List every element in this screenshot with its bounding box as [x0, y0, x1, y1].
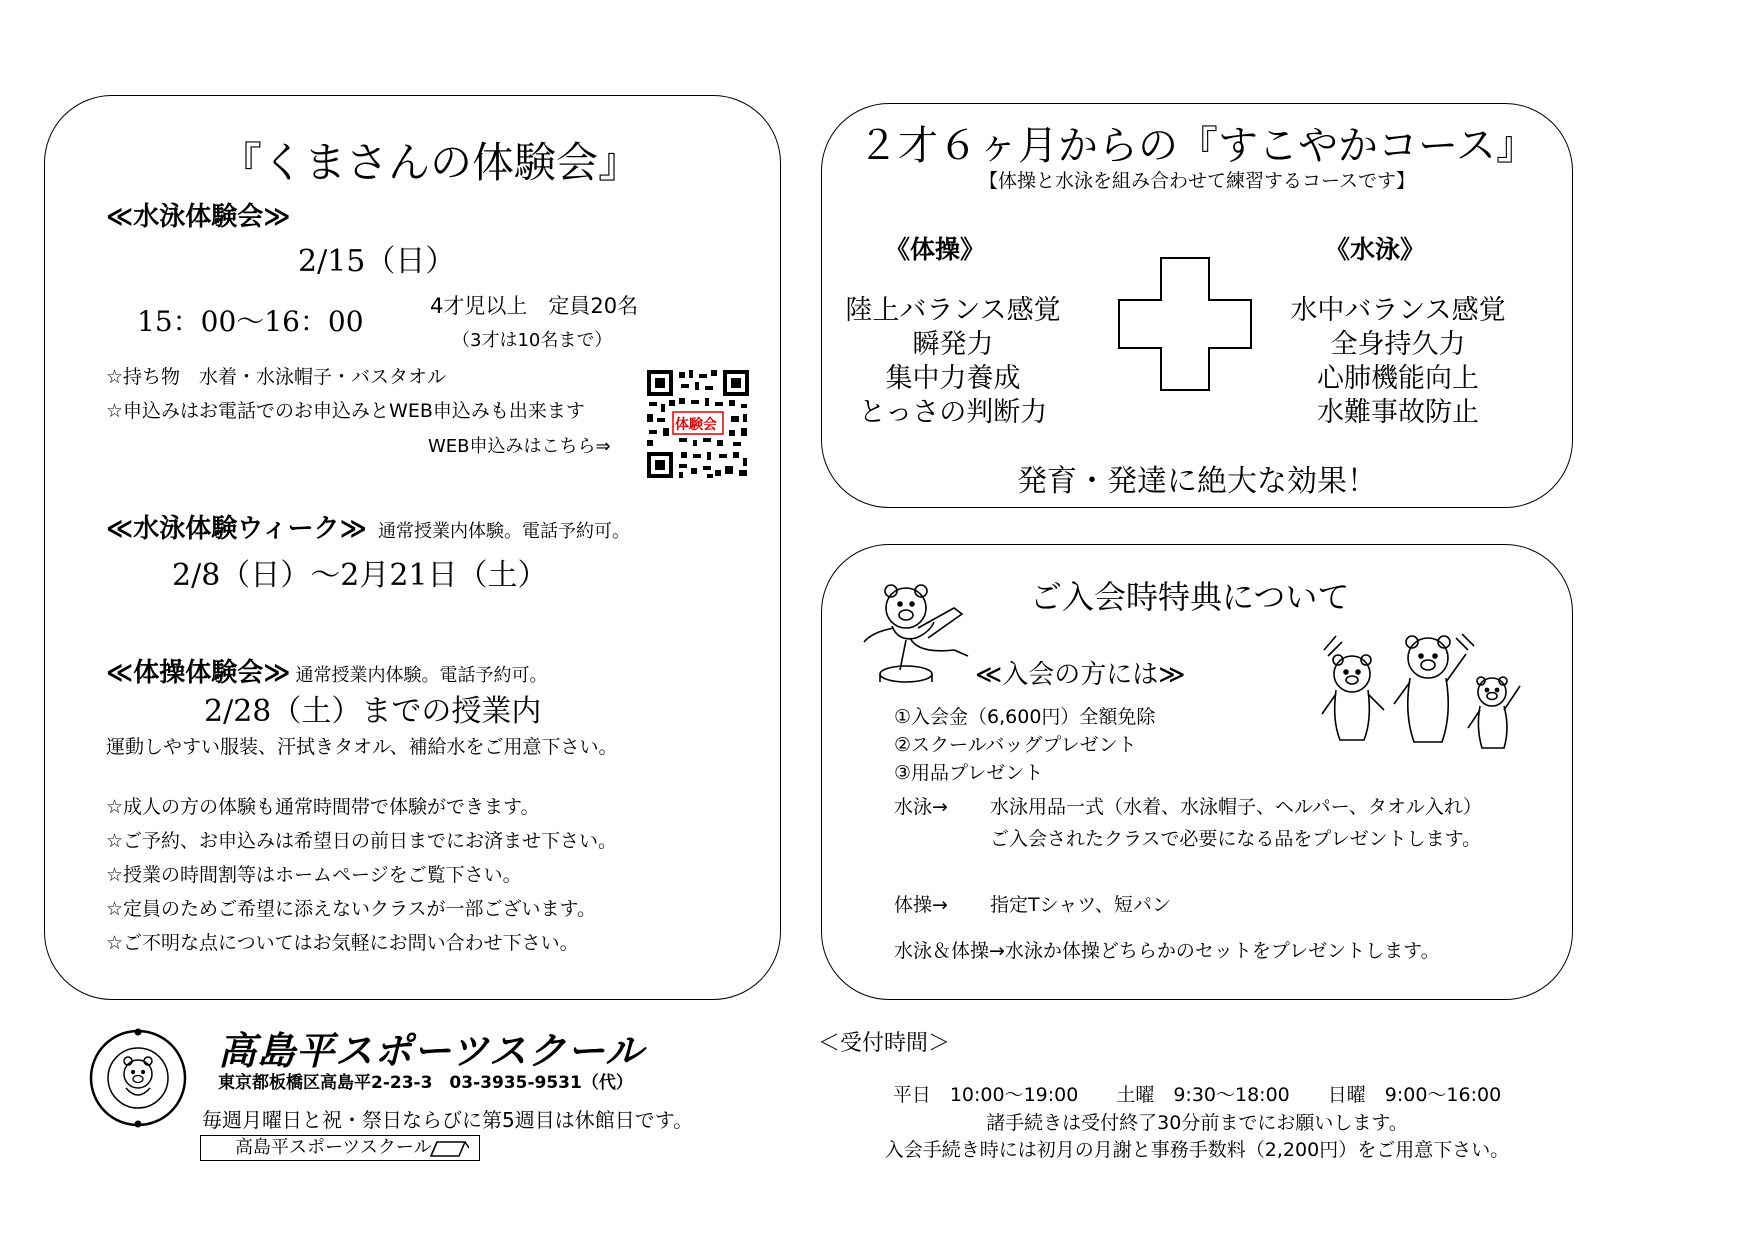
gym-item-3: 集中力養成 — [885, 363, 1021, 394]
note-5: ☆ご不明な点についてはお気軽にお問い合わせ下さい。 — [106, 932, 579, 954]
logo-text — [88, 1028, 89, 1029]
gym-heading: 《体操》 — [885, 235, 986, 264]
school-search-button[interactable] — [200, 1135, 480, 1161]
reception-fee-note: 入会手続き時には初月の月謝と事務手数料（2,200円）をご用意下さい。 — [884, 1139, 1510, 1161]
note-3: ☆授業の時間割等はホームページをご覧下さい。 — [106, 864, 522, 886]
closed-days: 毎週月曜日と祝・祭日ならびに第5週目は休館日です。 — [202, 1108, 694, 1132]
swim-trial-apply: ☆申込みはお電話でのお申込みとWEB申込みも出来ます — [106, 400, 585, 422]
course-subtitle: 【体操と水泳を組み合わせて練習するコースです】 — [978, 170, 1416, 192]
gym-item-2: 瞬発力 — [912, 329, 994, 360]
gym-trial-heading: ≪体操体験会≫ — [106, 658, 291, 688]
note-2: ☆ご予約、お申込みは希望日の前日までにお済ませ下さい。 — [106, 830, 618, 852]
benefit-swim-detail-2: ご入会されたクラスで必要になる品をプレゼントします。 — [990, 828, 1482, 850]
benefit-swim-label: 水泳→ — [894, 796, 948, 818]
reception-hours: 平日 10:00～19:00 土曜 9:30～18:00 日曜 9:00～16:00 — [892, 1084, 1502, 1106]
gym-trial-bring: 運動しやすい服装、汗拭きタオル、補給水をご用意下さい。 — [106, 736, 618, 758]
swim-item-1: 水中バランス感覚 — [1290, 295, 1506, 326]
benefit-gym-label: 体操→ — [894, 894, 948, 916]
swim-trial-items: ☆持ち物 水着・水泳帽子・バスタオル — [106, 366, 447, 388]
school-address: 東京都板橋区高島平2-23-3 03-3935-9531（代） — [218, 1073, 633, 1093]
course-title: ２才６ヶ月からの『すこやかコース』 — [858, 123, 1536, 169]
swim-trial-heading: ≪水泳体験会≫ — [106, 202, 291, 232]
swim-week-heading: ≪水泳体験ウィーク≫ — [106, 514, 367, 544]
note-4: ☆定員のためご希望に添えないクラスが一部ございます。 — [106, 898, 596, 920]
school-logo — [88, 1028, 188, 1132]
swim-week-row — [106, 508, 630, 545]
trial-title: 『くまさんの体験会』 — [220, 138, 641, 187]
benefits-title: ご入会時特典について — [1030, 578, 1350, 616]
school-name: 高島平スポーツスクール — [218, 1029, 644, 1073]
plus-icon — [1117, 256, 1253, 396]
reception-heading: ＜受付時間＞ — [818, 1031, 951, 1056]
reception-procedure: 諸手続きは受付終了30分前までにお願いします。 — [986, 1112, 1408, 1134]
swim-week-note: 通常授業内体験。電話予約可。 — [377, 521, 630, 542]
swim-heading: 《水泳》 — [1325, 235, 1426, 264]
qr-label: 体験会 — [675, 417, 717, 433]
benefit-gym-detail: 指定Tシャツ、短パン — [990, 894, 1171, 916]
qr-code[interactable] — [645, 368, 751, 480]
gym-item-1: 陸上バランス感覚 — [845, 295, 1061, 326]
gym-item-4: とっさの判断力 — [858, 397, 1048, 428]
swim-trial-date: 2/15（日） — [298, 244, 456, 279]
benefit-swim-detail-1: 水泳用品一式（水着、水泳帽子、ヘルパー、タオル入れ） — [990, 796, 1482, 818]
swim-trial-time: 15：00～16：00 — [137, 305, 364, 338]
web-apply-link[interactable]: WEB申込みはこちら⇒ — [428, 436, 611, 457]
gym-trial-note: 通常授業内体験。電話予約可。 — [295, 665, 548, 686]
benefit-both: 水泳＆体操→水泳か体操どちらかのセットをプレゼントします。 — [894, 940, 1440, 962]
swim-week-dates: 2/8（日）～2月21日（土） — [172, 558, 548, 593]
search-label: 高島平スポーツスクール — [235, 1137, 432, 1158]
swim-trial-capacity: 4才児以上 定員20名 — [430, 294, 639, 318]
swim-trial-capacity-note: （3才は10名まで） — [452, 330, 613, 351]
pencil-icon — [429, 1138, 469, 1167]
gym-trial-row — [106, 652, 548, 689]
swim-item-2: 全身持久力 — [1330, 329, 1466, 360]
benefit-item-1: ①入会金（6,600円）全額免除 — [894, 706, 1156, 728]
gym-trial-dates: 2/28（土）までの授業内 — [204, 694, 542, 729]
benefits-subheading: ≪入会の方には≫ — [975, 660, 1186, 690]
swim-item-3: 心肺機能向上 — [1317, 363, 1479, 394]
benefit-item-3: ③用品プレゼント — [894, 762, 1044, 784]
benefit-item-2: ②スクールバッグプレゼント — [894, 734, 1137, 756]
bears-exercising-illustration — [1316, 630, 1526, 764]
swim-item-4: 水難事故防止 — [1317, 397, 1479, 428]
course-effect: 発育・発達に絶大な効果！ — [1017, 464, 1377, 499]
note-1: ☆成人の方の体験も通常時間帯で体験ができます。 — [106, 796, 540, 818]
